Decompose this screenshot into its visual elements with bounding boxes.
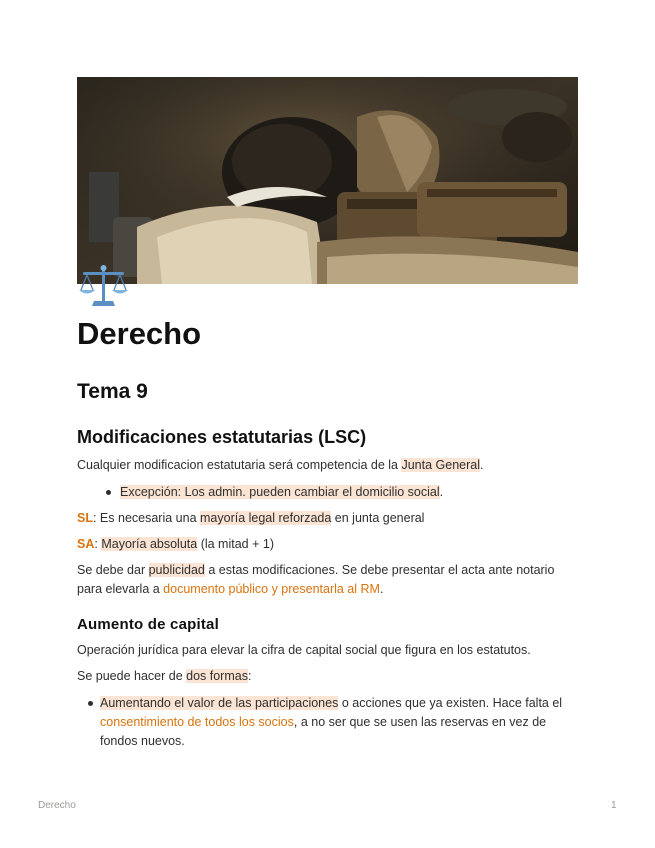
bullet-dot <box>88 701 93 706</box>
paragraph-publicidad: Se debe dar publicidad a estas modificaciones. Se debe presentar el acta ante notario para elevarla a documento público y presentarla al RM. <box>77 563 555 596</box>
footer-page-number: 1 <box>611 800 617 811</box>
paragraph-operacion: Operación jurídica para elevar la cifra de capital social que figura en los estatutos. <box>77 643 531 657</box>
cover-image <box>77 77 578 284</box>
paragraph-competencia: Cualquier modificacion estatutaria será competencia de la Junta General. <box>77 458 484 472</box>
sa-label: SA <box>77 537 95 551</box>
paragraph-sa: SA: Mayoría absoluta (la mitad + 1) <box>77 537 274 551</box>
footer-title: Derecho <box>38 800 76 811</box>
link-documento-publico[interactable]: documento público y presentarla al RM <box>163 582 380 596</box>
heading-modificaciones: Modificaciones estatutarias (LSC) <box>77 427 367 447</box>
list-item-excepcion: Excepción: Los admin. pueden cambiar el domicilio social. <box>120 485 444 499</box>
heading-tema: Tema 9 <box>77 380 148 403</box>
paragraph-sl: SL: Es necesaria una mayoría legal reforzada en junta general <box>77 511 425 525</box>
page-title: Derecho <box>77 316 202 351</box>
heading-aumento-capital: Aumento de capital <box>77 616 219 633</box>
paragraph-dos-formas: Se puede hacer de dos formas: <box>77 669 252 683</box>
balance-scale-icon <box>77 263 131 309</box>
link-consentimiento[interactable]: consentimiento de todos los socios <box>100 715 294 729</box>
list-item-aumentando: Aumentando el valor de las participaciones o acciones que ya existen. Hace falta el consentimiento de todos los socios, a no ser que se usen las reservas en vez de fondos nuevos. <box>100 696 563 748</box>
bullet-dot <box>106 490 111 495</box>
sl-label: SL <box>77 511 93 525</box>
highlight-junta-general: Junta General <box>401 458 481 472</box>
